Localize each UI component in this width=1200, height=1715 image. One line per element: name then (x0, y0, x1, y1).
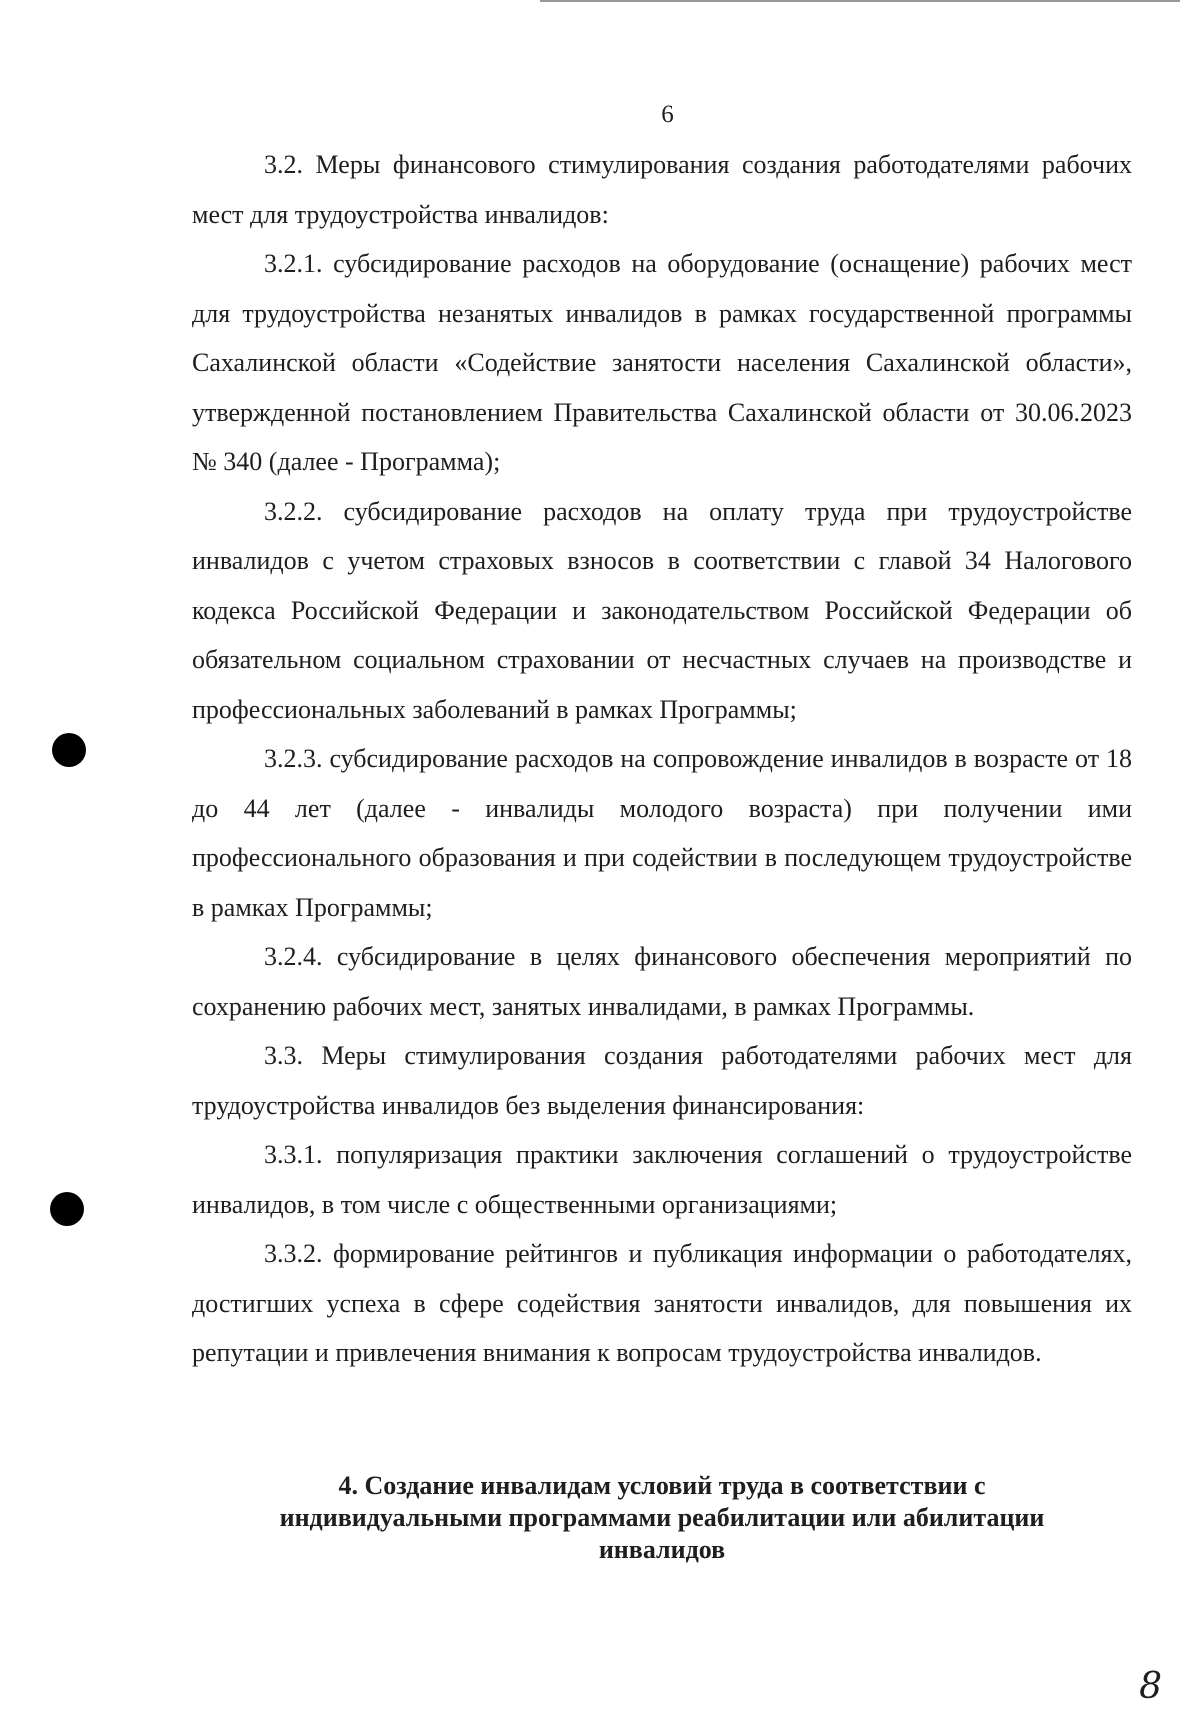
punch-hole-mark (50, 1192, 84, 1226)
paragraph-3-2-1: 3.2.1. субсидирование расходов на оборудование (оснащение) рабочих мест для трудоустройства незанятых инвалидов в рамках государственной программы Сахалинской области «Содействие занятости населения Сахалинской области», утвержденной постановлением Правительства Сахалинской области от 30.06.2023 № 340 (далее - Программа); (192, 249, 1132, 476)
section-heading (192, 1470, 1132, 1566)
paragraph-3-3-2: 3.3.2. формирование рейтингов и публикация информации о работодателях, достигших успеха в сфере содействия занятости инвалидов, для повышения их репутации и привлечения внимания к вопросам трудоустройства инвалидов. (192, 1239, 1132, 1367)
paragraph-3-3: 3.3. Меры стимулирования создания работодателями рабочих мест для трудоустройства инвалидов без выделения финансирования: (192, 1041, 1132, 1120)
section-heading-line: индивидуальными программами реабилитации или абилитации (279, 1503, 1045, 1532)
body-text (192, 140, 1132, 1378)
page-number: 6 (661, 101, 674, 128)
scan-edge-line (540, 0, 1180, 2)
paragraph-3-3-1: 3.3.1. популяризация практики заключения соглашений о трудоустройстве инвалидов, в том числе с общественными организациями; (192, 1140, 1132, 1219)
punch-hole-mark (52, 733, 86, 767)
section-heading-line: 4. Создание инвалидам условий труда в соответствии с (338, 1471, 986, 1500)
handwritten-page-mark: 8 (1139, 1666, 1162, 1707)
paragraph-3-2-2: 3.2.2. субсидирование расходов на оплату труда при трудоустройстве инвалидов с учетом страховых взносов в соответствии с главой 34 Налогового кодекса Российской Федерации и законодательством Российской Федерации об обязательном социальном страховании от несчастных случаев на производстве и профессиональных заболеваний в рамках Программы; (192, 496, 1132, 724)
section-heading-line: инвалидов (598, 1535, 726, 1564)
paragraph-3-2-3: 3.2.3. субсидирование расходов на сопровождение инвалидов в возрасте от 18 до 44 лет (далее - инвалиды молодого возраста) при получении ими профессионального образования и при содействии в последующем трудоустройстве в рамках Программы; (192, 744, 1132, 922)
paragraph-3-2-4: 3.2.4. субсидирование в целях финансового обеспечения мероприятий по сохранению рабочих мест, занятых инвалидами, в рамках Программы. (192, 942, 1132, 1021)
paragraph-3-2: 3.2. Меры финансового стимулирования создания работодателями рабочих мест для трудоустройства инвалидов: (192, 150, 1132, 229)
